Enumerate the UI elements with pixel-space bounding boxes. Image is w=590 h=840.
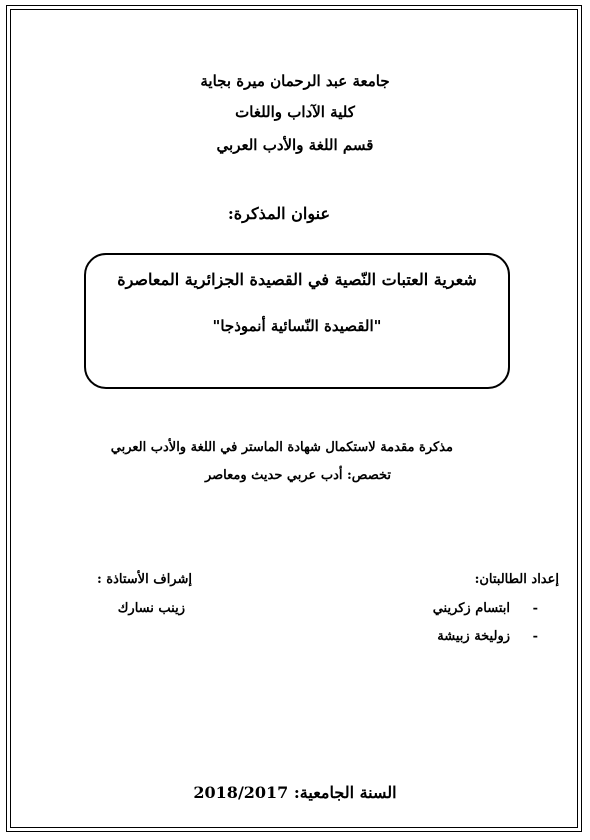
memo-title-label: عنوان المذكرة: (227, 204, 330, 223)
academic-year-label: السنة الجامعية: (293, 783, 397, 802)
student-bullet-2: - (532, 629, 538, 644)
supervisor-name: زينب نسارك (117, 601, 185, 616)
specialty-line: تخصص: أدب عربي حديث ومعاصر (204, 468, 391, 483)
supervisor-label: إشراف الأستاذة : (96, 572, 192, 587)
department-name: قسم اللغة والأدب العربي (216, 136, 374, 154)
student-name-2: زوليخة زبيشة (437, 629, 510, 644)
students-label: إعداد الطالبتان: (474, 572, 559, 587)
student-name-1: ابتسام زكريني (432, 601, 510, 616)
academic-year-value: 2018/2017 (193, 783, 289, 802)
academic-year (0, 783, 590, 802)
faculty-name: كلية الآداب واللغات (235, 103, 355, 121)
memo-subtitle: "القصيدة النّسائية أنموذجا" (212, 317, 382, 335)
page-border-inner (10, 9, 578, 828)
university-name: جامعة عبد الرحمان ميرة بجاية (200, 72, 390, 90)
memo-main-title: شعرية العتبات النّصية في القصيدة الجزائرية المعاصرة (117, 270, 477, 289)
title-box (84, 253, 510, 389)
degree-statement: مذكرة مقدمة لاستكمال شهادة الماستر في اللغة والأدب العربي (110, 440, 453, 455)
student-bullet-1: - (532, 601, 538, 616)
